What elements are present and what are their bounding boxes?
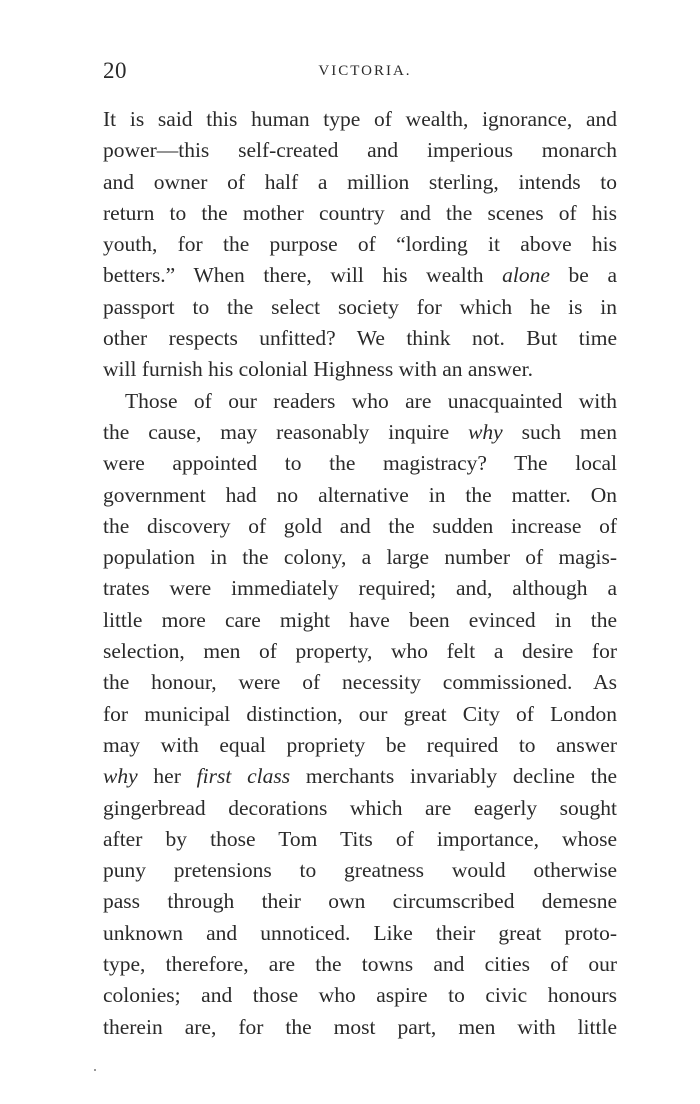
body-text: [103, 104, 617, 1043]
text-segment: Those of our readers who are unacquainted with: [125, 388, 617, 413]
text-line: [103, 323, 617, 354]
italic-text: why: [103, 764, 138, 789]
text-segment: selection, men of property, who felt a desire for: [103, 639, 617, 664]
text-line: [103, 667, 617, 698]
text-segment: colonies; and those who aspire to civic honours: [103, 983, 617, 1008]
text-segment: for municipal distinction, our great City of London: [103, 701, 617, 726]
text-line: [103, 573, 617, 604]
text-line: [103, 229, 617, 260]
text-segment: her: [137, 764, 197, 789]
italic-text: why: [468, 419, 503, 444]
text-segment: merchants invariably decline the: [290, 764, 618, 789]
text-line: [103, 542, 617, 573]
text-segment: gingerbread decorations which are eagerly sought: [103, 795, 617, 820]
text-line: [103, 354, 617, 385]
text-line: [103, 918, 617, 949]
print-speck: [94, 1069, 96, 1071]
text-segment: trates were immediately required; and, although a: [103, 576, 617, 601]
text-segment: power—this self-created and imperious monarch: [103, 138, 617, 163]
text-line: [103, 198, 617, 229]
text-line: [103, 855, 617, 886]
text-line: [103, 386, 617, 417]
page-header: [103, 58, 617, 92]
text-segment: passport to the select society for which he is in: [103, 294, 617, 319]
text-segment: It is said this human type of wealth, ignorance, and: [103, 107, 617, 131]
text-line: [103, 793, 617, 824]
text-line: [103, 260, 617, 291]
text-segment: will furnish his colonial Highness with an answer.: [103, 357, 533, 382]
text-line: [103, 761, 617, 792]
text-line: [103, 167, 617, 198]
text-segment: unknown and unnoticed. Like their great proto-: [103, 920, 617, 945]
text-line: [103, 605, 617, 636]
text-line: [103, 135, 617, 166]
text-segment: therein are, for the most part, men with little: [103, 1014, 617, 1039]
text-line: [103, 448, 617, 479]
text-line: [103, 480, 617, 511]
text-segment: other respects unfitted? We think not. But time: [103, 326, 617, 351]
text-segment: after by those Tom Tits of importance, whose: [103, 826, 617, 851]
text-segment: such men: [502, 419, 617, 444]
text-segment: may with equal propriety be required to answer: [103, 732, 617, 757]
text-segment: were appointed to the magistracy? The local: [103, 451, 617, 476]
text-segment: type, therefore, are the towns and cities of our: [103, 952, 617, 977]
text-segment: population in the colony, a large number of magis-: [103, 545, 617, 570]
text-segment: betters.” When there, will his wealth: [103, 263, 503, 288]
italic-text: alone: [502, 263, 550, 288]
text-segment: the discovery of gold and the sudden increase of: [103, 513, 617, 538]
text-line: [103, 417, 617, 448]
text-line: [103, 980, 617, 1011]
text-line: [103, 730, 617, 761]
text-line: [103, 104, 617, 135]
text-segment: puny pretensions to greatness would otherwise: [103, 858, 617, 883]
text-segment: be a: [549, 263, 617, 288]
text-line: [103, 292, 617, 323]
italic-text: first class: [196, 764, 291, 789]
page-number: 20: [103, 58, 127, 83]
text-segment: the cause, may reasonably inquire: [103, 419, 469, 444]
text-segment: the honour, were of necessity commissioned. As: [103, 670, 617, 695]
text-line: [103, 824, 617, 855]
text-segment: pass through their own circumscribed demesne: [103, 889, 617, 914]
text-line: [103, 1012, 617, 1043]
text-segment: return to the mother country and the scenes of his: [103, 200, 617, 225]
text-segment: youth, for the purpose of “lording it above his: [103, 232, 617, 257]
text-line: [103, 886, 617, 917]
running-head: VICTORIA.: [318, 63, 412, 79]
text-line: [103, 949, 617, 980]
text-line: [103, 636, 617, 667]
text-line: [103, 511, 617, 542]
text-segment: government had no alternative in the matter. On: [103, 482, 617, 507]
text-segment: and owner of half a million sterling, intends to: [103, 169, 617, 194]
text-line: [103, 699, 617, 730]
text-segment: little more care might have been evinced in the: [103, 607, 617, 632]
